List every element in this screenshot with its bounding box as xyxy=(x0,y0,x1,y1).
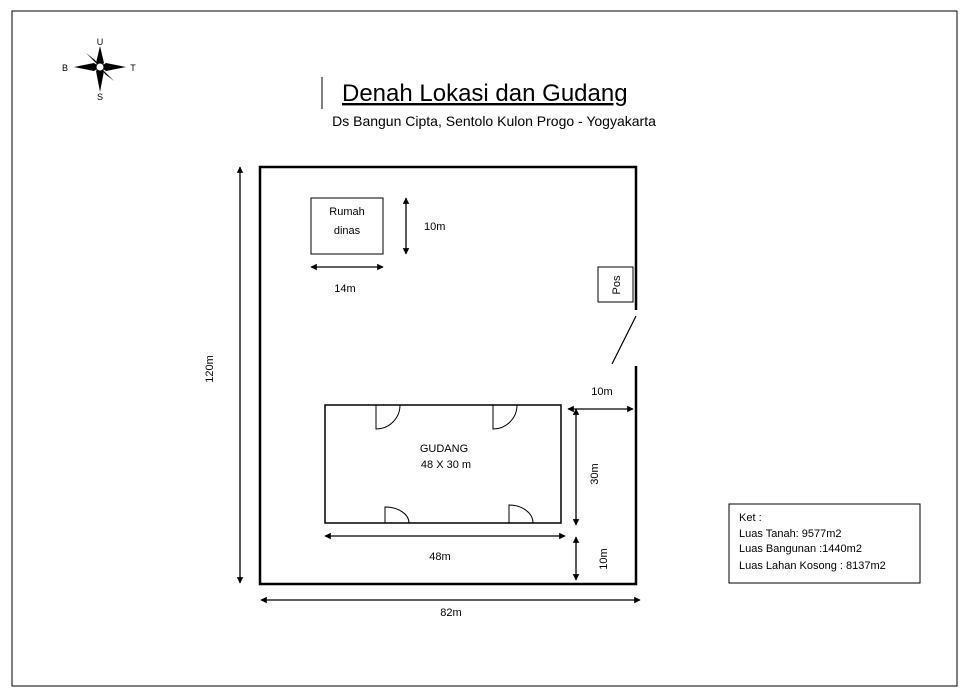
rumah-width-label: 14m xyxy=(334,283,356,295)
compass-north: U xyxy=(96,37,104,47)
site-height-label: 120m xyxy=(204,355,216,383)
compass-south: S xyxy=(96,92,104,102)
page-title: Denah Lokasi dan Gudang xyxy=(342,80,628,107)
site-width-label: 82m xyxy=(440,607,462,619)
legend-heading: Ket : xyxy=(739,512,762,524)
gudang-south-label: 10m xyxy=(598,548,610,570)
gudang-name: GUDANG xyxy=(419,443,469,455)
compass-west: B xyxy=(61,63,69,73)
gudang-width-label: 48m xyxy=(429,551,451,563)
page-subtitle: Ds Bangun Cipta, Sentolo Kulon Progo - Yogyakarta xyxy=(332,113,656,129)
legend-item: Luas Bangunan :1440m2 xyxy=(739,543,862,555)
rumah-height-label: 10m xyxy=(424,221,446,233)
rumah-label-1: Rumah xyxy=(329,206,365,218)
gudang-height-label: 30m xyxy=(589,463,601,485)
compass-icon xyxy=(74,46,126,92)
gudang-size: 48 X 30 m xyxy=(420,459,472,471)
gudang-east-label: 10m xyxy=(591,386,613,398)
compass-east: T xyxy=(130,63,136,73)
rumah-label-2: dinas xyxy=(333,225,361,237)
legend-item: Luas Tanah: 9577m2 xyxy=(739,528,842,540)
pos-label: Pos xyxy=(611,275,623,295)
legend-item: Luas Lahan Kosong : 8137m2 xyxy=(739,560,886,572)
gate-icon xyxy=(612,316,636,364)
